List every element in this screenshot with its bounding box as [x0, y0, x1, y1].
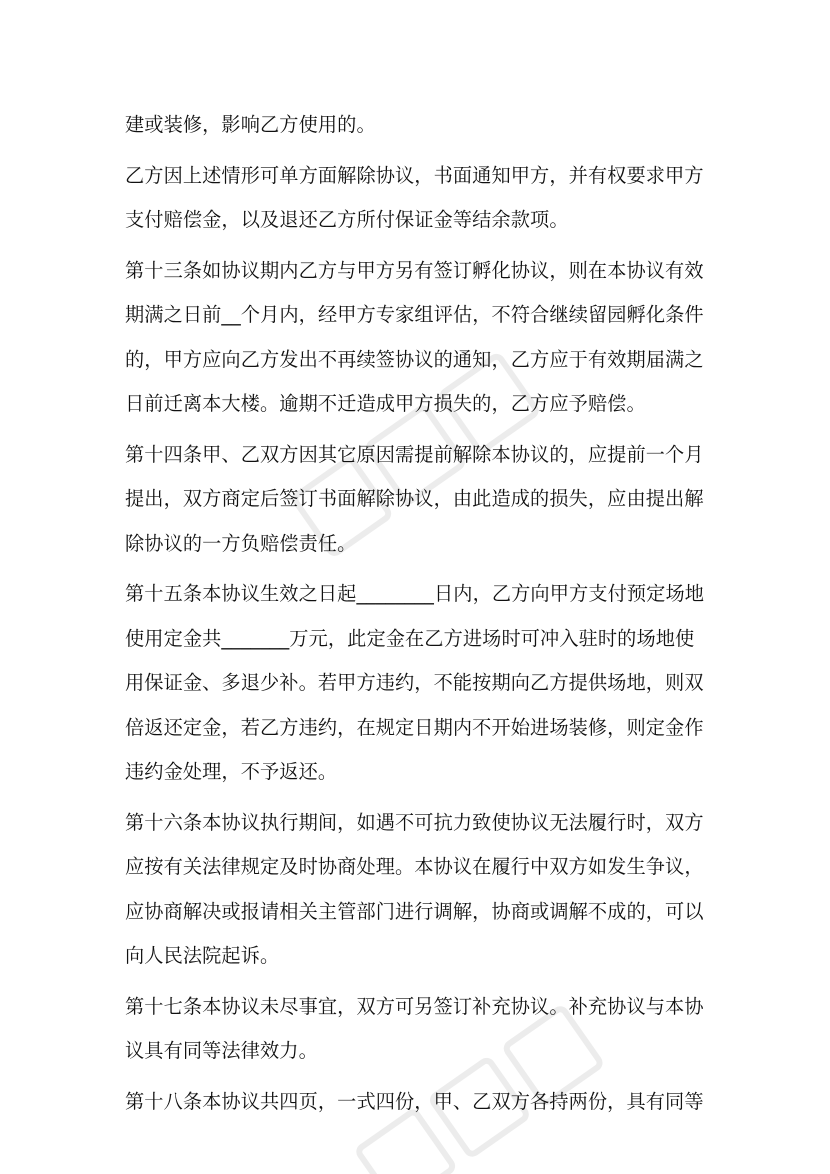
- text-line: 除协议的一方负赔偿责任。: [125, 531, 357, 555]
- clause-17: [125, 985, 715, 1074]
- text-line: 第十四条甲、乙双方因其它原因需提前解除本协议的，应提前一个月: [125, 442, 704, 466]
- text-line: 乙方因上述情形可单方面解除协议，书面通知甲方，并有权要求甲方: [125, 163, 704, 187]
- text-line: 期满之日前__个月内，经甲方专家组评估，不符合继续留园孵化条件: [125, 303, 704, 326]
- clause-18: [125, 1080, 715, 1125]
- text-line: 使用定金共_______万元，此定金在乙方进场时可冲入驻时的场地使: [125, 626, 695, 650]
- text-line: 用保证金、多退少补。若甲方违约，不能按期向乙方提供场地，则双: [125, 671, 704, 694]
- text-line: 向人民法院起诉。: [125, 944, 280, 967]
- text-line: 第十三条如协议期内乙方与甲方另有签订孵化协议，则在本协议有效: [125, 258, 704, 282]
- text-line: 支付赔偿金，以及退还乙方所付保证金等结余款项。: [125, 208, 569, 231]
- text-line: 第十七条本协议未尽事宜，双方可另签订补充协议。补充协议与本协: [125, 994, 704, 1018]
- paragraph-1: [125, 103, 715, 148]
- text-line: 建或装修，影响乙方使用的。: [125, 113, 376, 136]
- clause-15: [125, 572, 715, 795]
- text-line: 倍返还定金，若乙方违约，在规定日期内不开始进场装修，则定金作: [125, 715, 704, 739]
- text-line: 应按有关法律规定及时协商处理。本协议在履行中双方如发生争议，: [125, 855, 704, 878]
- clause-13: [125, 249, 715, 427]
- text-line: 第十八条本协议共四页，一式四份，甲、乙双方各持两份，具有同等: [125, 1089, 704, 1113]
- paragraph-2: [125, 154, 715, 243]
- text-line: 提出，双方商定后签订书面解除协议，由此造成的损失，应由提出解: [125, 487, 704, 510]
- text-line: 违约金处理，不予返还。: [125, 760, 338, 783]
- text-line: 日前迁离本大楼。逾期不迁造成甲方损失的，乙方应予赔偿。: [125, 392, 646, 415]
- document-body: [125, 103, 715, 1130]
- text-line: 第十六条本协议执行期间，如遇不可抗力致使协议无法履行时，双方: [125, 810, 704, 834]
- clause-16: [125, 801, 715, 979]
- text-line: 第十五条本协议生效之日起________日内，乙方向甲方支付预定场地: [125, 582, 705, 605]
- text-line: 应协商解决或报请相关主管部门进行调解，协商或调解不成的，可以: [125, 899, 704, 923]
- text-line: 议具有同等法律效力。: [125, 1039, 318, 1062]
- text-line: 的，甲方应向乙方发出不再续签协议的通知，乙方应于有效期届满之: [125, 347, 704, 371]
- clause-14: [125, 433, 715, 567]
